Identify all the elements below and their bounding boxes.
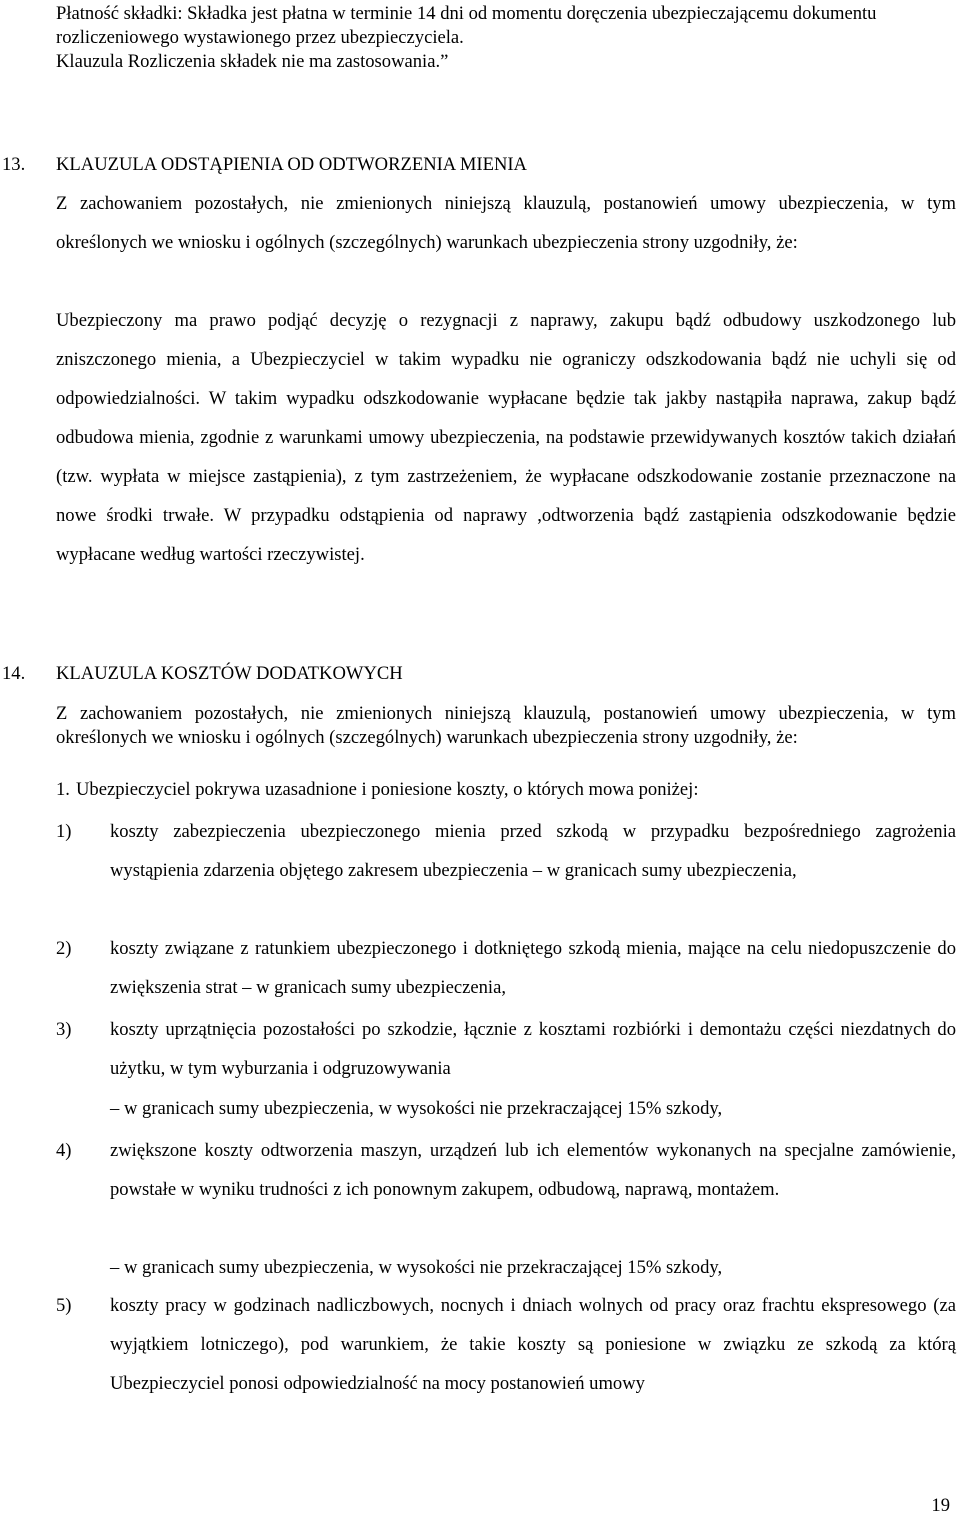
subitem-2-text: koszty związane z ratunkiem ubezpieczonego i dotkniętego szkodą mienia, mające na celu niedopuszczenie do zwiększenia strat – w granicach sumy ubezpieczenia, — [110, 938, 956, 998]
section-13-heading — [2, 153, 956, 177]
subitem-4-limit: – w granicach sumy ubezpieczenia, w wysokości nie przekraczającej 15% szkody, — [110, 1257, 723, 1278]
subitem-4-text: zwiększone koszty odtworzenia maszyn, urządzeń lub ich elementów wykonanych na specjalne zamówienie, powstałe w wyniku trudności z ich ponownym zakupem, odbudową, naprawą, montażem. — [110, 1140, 956, 1200]
section-13-paragraph-1: Z zachowaniem pozostałych, nie zmienionych niniejszą klauzulą, postanowień umowy ubezpieczenia, w tym określonych we wniosku i ogólnych (szczególnych) warunkach ubezpieczenia strony uzgodniły, że: — [56, 193, 956, 253]
document-page — [2, 0, 956, 1517]
section-14-title: KLAUZULA KOSZTÓW DODATKOWYCH — [56, 663, 403, 684]
subitem-4 — [56, 1131, 956, 1209]
section-14-number: 14. — [2, 663, 26, 684]
subitem-1 — [56, 812, 956, 890]
subitem-1-text: koszty zabezpieczenia ubezpieczonego mienia przed szkodą w przypadku bezpośredniego zagrożenia wystąpienia zdarzenia objętego zakresem ubezpieczenia – w granicach sumy ubezpieczenia, — [110, 821, 956, 881]
subitem-3-limit: – w granicach sumy ubezpieczenia, w wysokości nie przekraczającej 15% szkody, — [110, 1098, 723, 1119]
subitem-5-text: koszty pracy w godzinach nadliczbowych, nocnych i dniach wolnych od pracy oraz frachtu ekspresowego (za wyjątkiem lotniczego), pod warunkiem, że takie koszty są poniesione w związku ze szkodą za którą Ubezpieczyciel ponosi odpowiedzialność na mocy postanowień umowy — [110, 1295, 956, 1394]
subitem-3 — [56, 1010, 956, 1088]
section-14-item-1 — [56, 778, 956, 802]
section-13-number: 13. — [2, 154, 26, 175]
section-13-paragraph-2: Ubezpieczony ma prawo podjąć decyzję o rezygnacji z naprawy, zakupu bądź odbudowy uszkodzonego lub zniszczonego mienia, a Ubezpieczyciel w takim wypadku nie ograniczy odszkodowania bądź nie uchyli się od odpowiedzialności. W takim wypadku odszkodowanie wypłacane będzie tak jakby nastąpiła naprawa, zakup bądź odbudowa mienia, zgodnie z warunkami umowy ubezpieczenia, na podstawie przewidywanych kosztów takich działań (tzw. wypłata w miejsce zastąpienia), z tym zastrzeżeniem, że wypłacane odszkodowanie zostanie przeznaczone na nowe środki trwałe. W przypadku odstąpienia od naprawy ,odtworzenia bądź zastąpienia odszkodowanie będzie wypłacane według wartości rzeczywistej. — [56, 310, 956, 565]
section-13-title: KLAUZULA ODSTĄPIENIA OD ODTWORZENIA MIENIA — [56, 154, 527, 175]
subitem-4-number: 4) — [56, 1140, 72, 1161]
subitem-1-number: 1) — [56, 821, 72, 842]
subitem-3-text: koszty uprzątnięcia pozostałości po szkodzie, łącznie z kosztami rozbiórki i demontażu części niezdatnych do użytku, w tym wyburzania i odgruzowywania — [110, 1019, 956, 1079]
intro-paragraph: Płatność składki: Składka jest płatna w terminie 14 dni od momentu doręczenia ubezpieczającemu dokumentu rozliczeniowego wystawionego przez ubezpieczyciela. Klauzula Rozliczenia składek nie ma zastosowania.” — [56, 3, 877, 72]
subitem-2 — [56, 929, 956, 1007]
item-1-number: 1. — [56, 779, 70, 800]
subitem-5-number: 5) — [56, 1295, 72, 1316]
page-number: 19 — [931, 1495, 950, 1516]
subitem-3-number: 3) — [56, 1019, 72, 1040]
section-14-heading — [2, 662, 956, 686]
subitem-2-number: 2) — [56, 938, 72, 959]
item-1-text: Ubezpieczyciel pokrywa uzasadnione i poniesione koszty, o których mowa poniżej: — [76, 779, 699, 800]
subitem-5 — [56, 1286, 956, 1403]
section-14-paragraph-1: Z zachowaniem pozostałych, nie zmienionych niniejszą klauzulą, postanowień umowy ubezpieczenia, w tym określonych we wniosku i ogólnych (szczególnych) warunkach ubezpieczenia strony uzgodniły, że: — [56, 703, 956, 748]
